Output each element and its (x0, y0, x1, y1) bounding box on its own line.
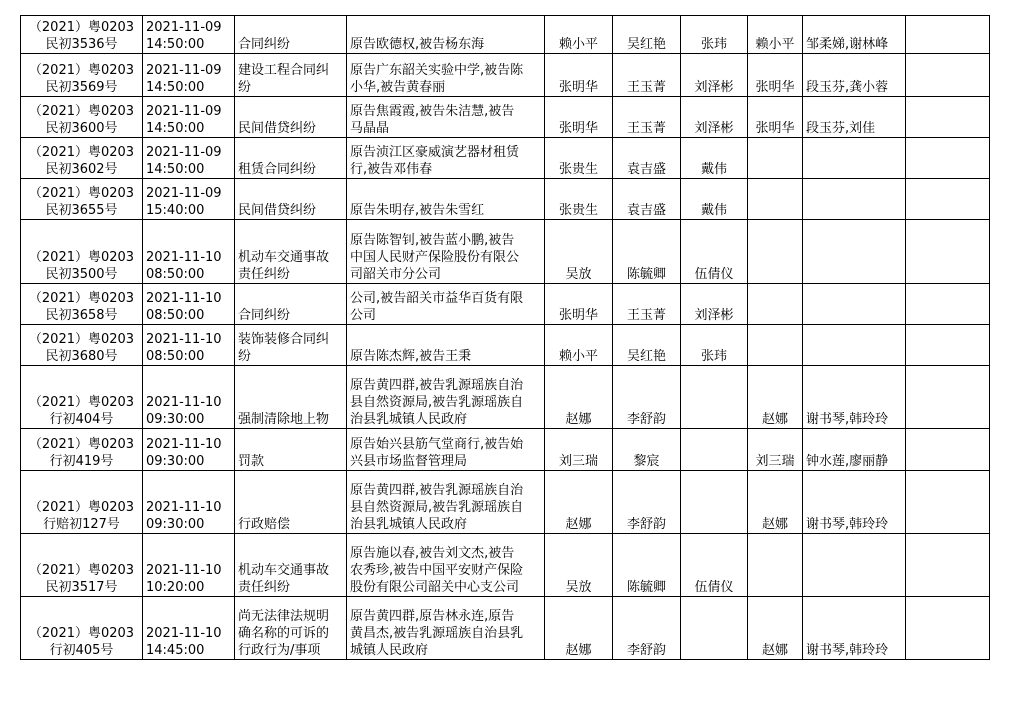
empty-cell (906, 471, 990, 534)
hearing-time-cell: 2021-11-10 08:50:00 (143, 284, 235, 325)
parties-cell: 原告施以春,被告刘文杰,被告 农秀珍,被告中国平安财产保险 股份有限公司韶关中心支公司 (347, 534, 545, 597)
juror-2-cell: 伍倩仪 (681, 534, 748, 597)
case-number-cell: （2021）粤0203 民初3500号 (21, 220, 143, 284)
parties-cell: 原告陈杰辉,被告王秉 (347, 325, 545, 366)
empty-cell (906, 597, 990, 660)
judge-cell: 张明华 (545, 97, 613, 138)
case-number-cell: （2021）粤0203 民初3600号 (21, 97, 143, 138)
parties-cell: 原告黄四群,被告乳源瑶族自治 县自然资源局,被告乳源瑶族自 治县乳城镇人民政府 (347, 471, 545, 534)
juror-1-cell: 陈毓卿 (613, 534, 681, 597)
case-number-cell: （2021）粤0203 行赔初127号 (21, 471, 143, 534)
clerks-cell (803, 138, 906, 179)
case-number-cell: （2021）粤0203 民初3658号 (21, 284, 143, 325)
juror-2-cell: 刘泽彬 (681, 284, 748, 325)
presiding-judge-cell (748, 220, 803, 284)
case-number-cell: （2021）粤0203 民初3536号 (21, 16, 143, 54)
clerks-cell (803, 284, 906, 325)
empty-cell (906, 54, 990, 97)
clerks-cell (803, 325, 906, 366)
hearing-time-cell: 2021-11-09 14:50:00 (143, 138, 235, 179)
table-row (21, 220, 990, 284)
presiding-judge-cell: 赵娜 (748, 366, 803, 429)
case-cause-cell: 合同纠纷 (235, 284, 347, 325)
juror-2-cell (681, 429, 748, 471)
parties-cell: 原告陈智钊,被告蓝小鹏,被告 中国人民财产保险股份有限公 司韶关市分公司 (347, 220, 545, 284)
case-cause-cell: 强制清除地上物 (235, 366, 347, 429)
juror-1-cell: 袁吉盛 (613, 138, 681, 179)
case-cause-cell: 装饰装修合同纠 纷 (235, 325, 347, 366)
hearing-time-cell: 2021-11-10 08:50:00 (143, 220, 235, 284)
presiding-judge-cell (748, 534, 803, 597)
table-row (21, 534, 990, 597)
juror-2-cell (681, 597, 748, 660)
hearing-time-cell: 2021-11-10 08:50:00 (143, 325, 235, 366)
parties-cell: 原告始兴县筋气堂商行,被告始 兴县市场监督管理局 (347, 429, 545, 471)
juror-1-cell: 王玉菁 (613, 97, 681, 138)
table-row (21, 597, 990, 660)
clerks-cell: 钟水莲,廖丽静 (803, 429, 906, 471)
empty-cell (906, 534, 990, 597)
judge-cell: 刘三瑞 (545, 429, 613, 471)
case-number-cell: （2021）粤0203 民初3680号 (21, 325, 143, 366)
table-row (21, 471, 990, 534)
juror-2-cell: 刘泽彬 (681, 54, 748, 97)
hearing-time-cell: 2021-11-09 14:50:00 (143, 97, 235, 138)
presiding-judge-cell: 张明华 (748, 54, 803, 97)
clerks-cell: 段玉芬,刘佳 (803, 97, 906, 138)
table-row (21, 16, 990, 54)
case-cause-cell: 机动车交通事故 责任纠纷 (235, 220, 347, 284)
case-number-cell: （2021）粤0203 民初3517号 (21, 534, 143, 597)
empty-cell (906, 284, 990, 325)
parties-cell: 原告焦霞霞,被告朱洁慧,被告 马晶晶 (347, 97, 545, 138)
case-number-cell: （2021）粤0203 民初3602号 (21, 138, 143, 179)
case-cause-cell: 机动车交通事故 责任纠纷 (235, 534, 347, 597)
judge-cell: 赖小平 (545, 16, 613, 54)
clerks-cell (803, 179, 906, 220)
hearing-time-cell: 2021-11-10 14:45:00 (143, 597, 235, 660)
judge-cell: 吴放 (545, 534, 613, 597)
presiding-judge-cell: 赵娜 (748, 471, 803, 534)
case-number-cell: （2021）粤0203 民初3569号 (21, 54, 143, 97)
table-row (21, 366, 990, 429)
hearing-time-cell: 2021-11-09 14:50:00 (143, 54, 235, 97)
clerks-cell: 邹柔娣,谢林峰 (803, 16, 906, 54)
juror-2-cell (681, 471, 748, 534)
table-row (21, 429, 990, 471)
hearing-time-cell: 2021-11-09 14:50:00 (143, 16, 235, 54)
judge-cell: 赵娜 (545, 597, 613, 660)
empty-cell (906, 366, 990, 429)
table-row (21, 325, 990, 366)
empty-cell (906, 16, 990, 54)
presiding-judge-cell: 赖小平 (748, 16, 803, 54)
juror-1-cell: 黎宸 (613, 429, 681, 471)
case-cause-cell: 罚款 (235, 429, 347, 471)
case-cause-cell: 民间借贷纠纷 (235, 179, 347, 220)
case-cause-cell: 尚无法律法规明 确名称的可诉的 行政行为/事项 (235, 597, 347, 660)
case-cause-cell: 民间借贷纠纷 (235, 97, 347, 138)
juror-2-cell: 张玮 (681, 16, 748, 54)
empty-cell (906, 429, 990, 471)
parties-cell: 原告黄四群,被告乳源瑶族自治 县自然资源局,被告乳源瑶族自 治县乳城镇人民政府 (347, 366, 545, 429)
parties-cell: 原告浈江区豪威演艺器材租赁 行,被告邓伟春 (347, 138, 545, 179)
juror-1-cell: 吴红艳 (613, 16, 681, 54)
hearing-time-cell: 2021-11-09 15:40:00 (143, 179, 235, 220)
judge-cell: 张明华 (545, 284, 613, 325)
juror-1-cell: 王玉菁 (613, 284, 681, 325)
juror-2-cell: 伍倩仪 (681, 220, 748, 284)
case-number-cell: （2021）粤0203 行初419号 (21, 429, 143, 471)
empty-cell (906, 220, 990, 284)
presiding-judge-cell: 张明华 (748, 97, 803, 138)
case-cause-cell: 合同纠纷 (235, 16, 347, 54)
case-number-cell: （2021）粤0203 民初3655号 (21, 179, 143, 220)
presiding-judge-cell (748, 325, 803, 366)
clerks-cell: 谢书琴,韩玲玲 (803, 366, 906, 429)
judge-cell: 赵娜 (545, 471, 613, 534)
clerks-cell: 谢书琴,韩玲玲 (803, 471, 906, 534)
hearing-time-cell: 2021-11-10 09:30:00 (143, 366, 235, 429)
judge-cell: 吴放 (545, 220, 613, 284)
case-number-cell: （2021）粤0203 行初405号 (21, 597, 143, 660)
hearing-schedule-table (20, 15, 990, 660)
presiding-judge-cell (748, 179, 803, 220)
empty-cell (906, 138, 990, 179)
parties-cell: 原告朱明存,被告朱雪红 (347, 179, 545, 220)
empty-cell (906, 179, 990, 220)
presiding-judge-cell: 赵娜 (748, 597, 803, 660)
presiding-judge-cell (748, 284, 803, 325)
clerks-cell: 段玉芬,龚小蓉 (803, 54, 906, 97)
clerks-cell (803, 220, 906, 284)
case-cause-cell: 行政赔偿 (235, 471, 347, 534)
juror-1-cell: 王玉菁 (613, 54, 681, 97)
hearing-time-cell: 2021-11-10 09:30:00 (143, 471, 235, 534)
juror-2-cell (681, 366, 748, 429)
parties-cell: 原告广东韶关实验中学,被告陈 小华,被告黄春丽 (347, 54, 545, 97)
juror-1-cell: 吴红艳 (613, 325, 681, 366)
juror-1-cell: 陈毓卿 (613, 220, 681, 284)
judge-cell: 张明华 (545, 54, 613, 97)
juror-2-cell: 戴伟 (681, 138, 748, 179)
juror-2-cell: 戴伟 (681, 179, 748, 220)
table-row (21, 179, 990, 220)
table-row (21, 97, 990, 138)
hearing-time-cell: 2021-11-10 09:30:00 (143, 429, 235, 471)
case-number-cell: （2021）粤0203 行初404号 (21, 366, 143, 429)
judge-cell: 张贵生 (545, 138, 613, 179)
juror-2-cell: 刘泽彬 (681, 97, 748, 138)
juror-1-cell: 李舒韵 (613, 597, 681, 660)
clerks-cell: 谢书琴,韩玲玲 (803, 597, 906, 660)
presiding-judge-cell: 刘三瑞 (748, 429, 803, 471)
juror-1-cell: 李舒韵 (613, 471, 681, 534)
table-row (21, 54, 990, 97)
empty-cell (906, 325, 990, 366)
judge-cell: 张贵生 (545, 179, 613, 220)
judge-cell: 赵娜 (545, 366, 613, 429)
empty-cell (906, 97, 990, 138)
table-row (21, 284, 990, 325)
parties-cell: 公司,被告韶关市益华百货有限 公司 (347, 284, 545, 325)
juror-1-cell: 李舒韵 (613, 366, 681, 429)
case-cause-cell: 建设工程合同纠 纷 (235, 54, 347, 97)
clerks-cell (803, 534, 906, 597)
presiding-judge-cell (748, 138, 803, 179)
hearing-time-cell: 2021-11-10 10:20:00 (143, 534, 235, 597)
judge-cell: 赖小平 (545, 325, 613, 366)
case-cause-cell: 租赁合同纠纷 (235, 138, 347, 179)
parties-cell: 原告黄四群,原告林永连,原告 黄昌杰,被告乳源瑶族自治县乳 城镇人民政府 (347, 597, 545, 660)
juror-1-cell: 袁吉盛 (613, 179, 681, 220)
table-row (21, 138, 990, 179)
parties-cell: 原告欧德权,被告杨东海 (347, 16, 545, 54)
juror-2-cell: 张玮 (681, 325, 748, 366)
